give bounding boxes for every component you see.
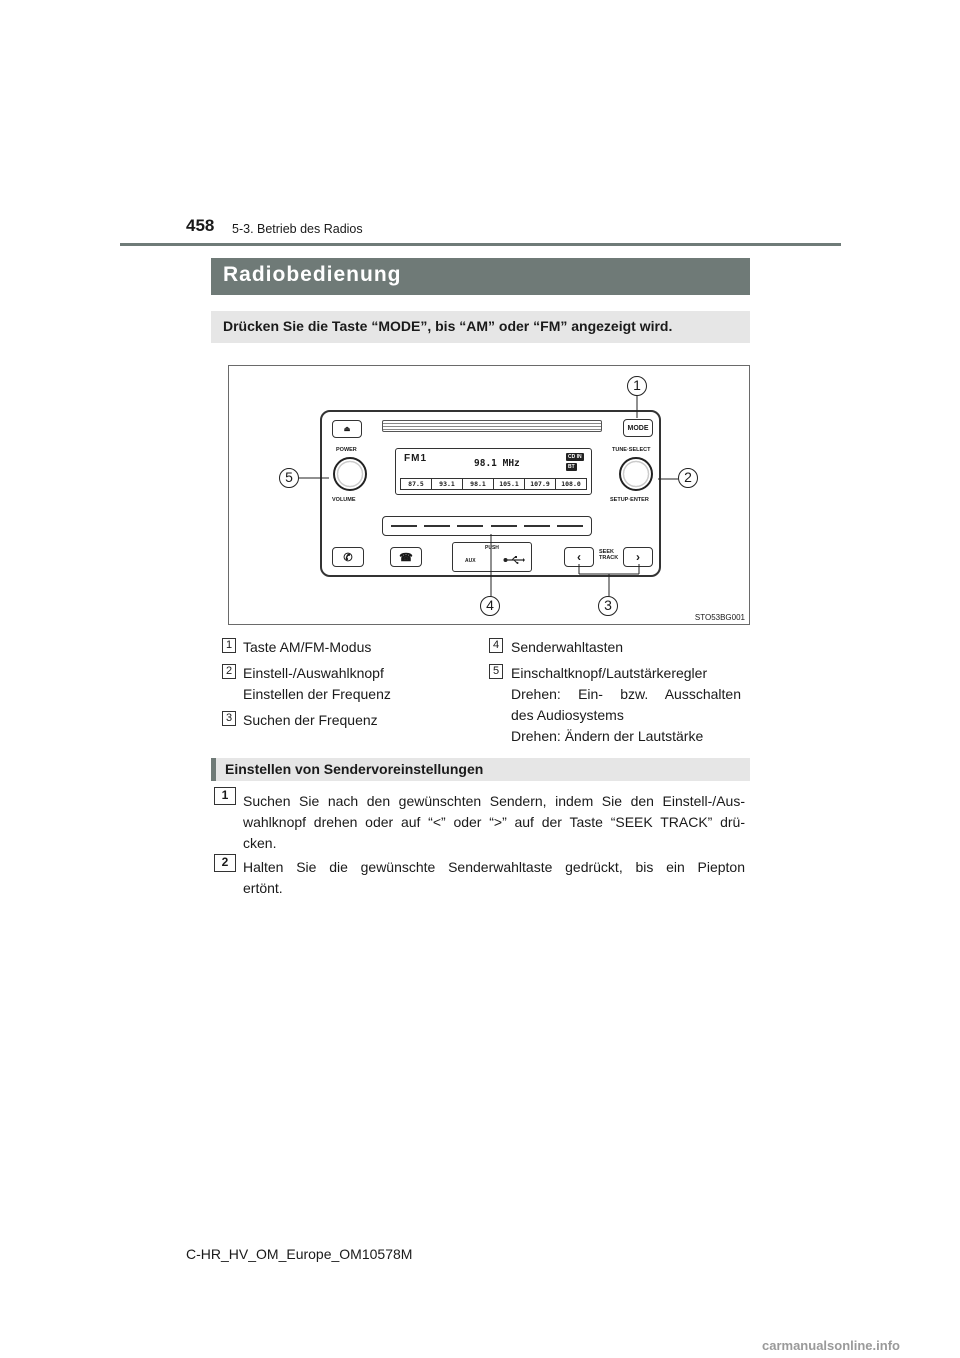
legend-line: Senderwahltasten xyxy=(511,639,624,655)
legend-number-3: 3 xyxy=(222,711,236,726)
seek-next-icon: › xyxy=(623,547,653,567)
hangup-icon: ☎ xyxy=(390,547,422,567)
display-band: FM1 xyxy=(404,453,427,464)
step-number-2: 2 xyxy=(214,854,236,872)
radio-figure xyxy=(228,365,750,625)
volume-label: VOLUME xyxy=(332,497,356,503)
legend-number-4: 4 xyxy=(489,638,503,653)
callout-2: 2 xyxy=(678,468,698,488)
legend-line: Suchen der Frequenz xyxy=(243,712,378,728)
step-line: Halten Sie die gewünschte Senderwahltaste gedrückt, bis ein Piepton xyxy=(243,859,745,875)
step-line: ertönt. xyxy=(243,880,283,896)
section-breadcrumb: 5-3. Betrieb des Radios xyxy=(232,222,363,236)
legend-item-5 xyxy=(511,663,741,747)
preset-frequency: 98.1 xyxy=(463,479,494,489)
seek-prev-icon: ‹ xyxy=(564,547,594,567)
figure-code: STO53BG001 xyxy=(694,613,745,622)
legend-line: Taste AM/FM-Modus xyxy=(243,639,372,655)
legend-number-1: 1 xyxy=(222,638,236,653)
step-number-1: 1 xyxy=(214,787,236,805)
legend-item-3 xyxy=(243,710,378,731)
legend-item-4 xyxy=(511,637,623,658)
header-divider xyxy=(120,243,841,246)
legend-line: Einstell-/Auswahlknopf xyxy=(243,665,384,681)
page-title: Radiobedienung xyxy=(211,258,750,295)
eject-icon: ⏏ xyxy=(332,420,362,438)
callout-1: 1 xyxy=(627,376,647,396)
legend-line: Drehen: Ein- bzw. Ausschalten xyxy=(511,686,741,702)
callout-leader-lines xyxy=(229,366,751,626)
power-label: POWER xyxy=(336,447,357,453)
legend-line: Drehen: Ändern der Lautstärke xyxy=(511,728,704,744)
legend-number-5: 5 xyxy=(489,664,503,679)
tune-select-label: TUNE·SELECT xyxy=(612,447,651,453)
callout-4: 4 xyxy=(480,596,500,616)
callout-3: 3 xyxy=(598,596,618,616)
preset-frequency: 107.9 xyxy=(525,479,556,489)
legend-item-1 xyxy=(243,637,371,658)
legend-line: des Audiosystems xyxy=(511,707,624,723)
setup-enter-label: SETUP·ENTER xyxy=(610,497,649,503)
mode-button-illustration: MODE xyxy=(623,419,653,437)
step-line: cken. xyxy=(243,835,277,851)
phone-icon: ✆ xyxy=(332,547,364,567)
bt-badge: BT xyxy=(568,464,575,470)
watermark: carmanualsonline.info xyxy=(762,1338,900,1353)
subsection-heading: Einstellen von Sendervoreinstellungen xyxy=(211,758,750,781)
step-line: wahlknopf drehen oder auf “<” oder “>” auf der Taste “SEEK TRACK” drü- xyxy=(243,814,745,830)
display-frequency: 98.1 MHz xyxy=(474,458,520,469)
legend-line: Einschaltknopf/Lautstärkeregler xyxy=(511,665,708,681)
preset-frequency: 105.1 xyxy=(494,479,525,489)
cd-in-badge: CD IN xyxy=(568,454,582,460)
page-number: 458 xyxy=(186,216,215,235)
subsection-heading-accent xyxy=(211,758,216,781)
step-text-1 xyxy=(243,791,745,854)
track-label-line: TRACK xyxy=(599,555,619,561)
step-text-2 xyxy=(243,857,745,899)
preset-frequency: 93.1 xyxy=(432,479,463,489)
step-line: Suchen Sie nach den gewünschten Sendern, indem Sie den Einstell-/Aus- xyxy=(243,793,745,809)
aux-label: AUX xyxy=(465,558,476,564)
callout-5: 5 xyxy=(279,468,299,488)
preset-frequency: 108.0 xyxy=(561,480,581,488)
legend-number-2: 2 xyxy=(222,664,236,679)
legend-item-2 xyxy=(243,663,391,705)
intro-instruction: Drücken Sie die Taste “MODE”, bis “AM” oder “FM” angezeigt wird. xyxy=(211,311,750,343)
seek-label-line: SEEK xyxy=(599,549,614,555)
legend-line: Einstellen der Frequenz xyxy=(243,686,391,702)
push-label: PUSH xyxy=(485,545,499,551)
document-code-footer: C-HR_HV_OM_Europe_OM10578M xyxy=(186,1246,413,1262)
preset-frequency: 87.5 xyxy=(401,479,432,489)
